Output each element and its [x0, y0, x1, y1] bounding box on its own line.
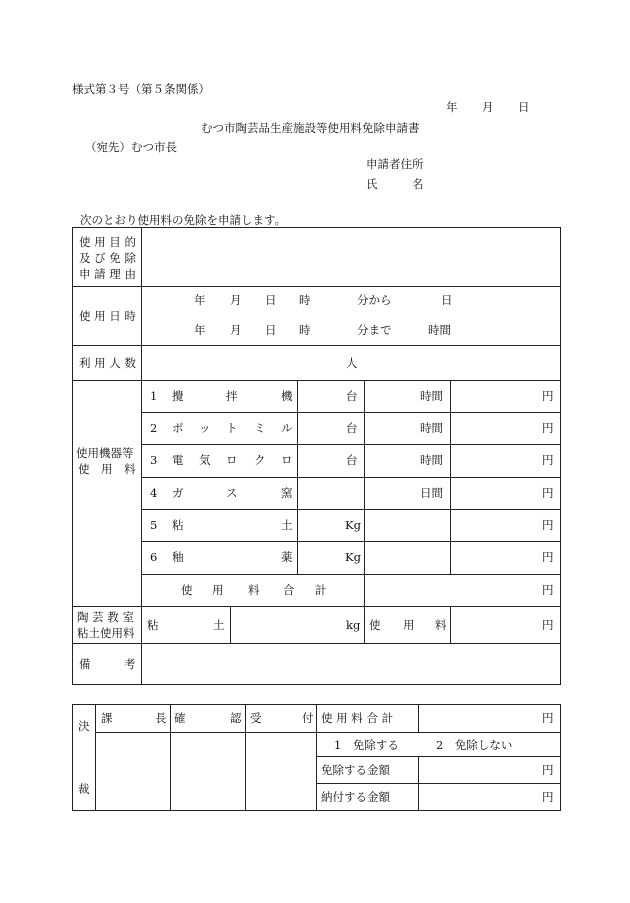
dt-to-day: 日	[265, 323, 277, 337]
equip-3-yen: 円	[542, 453, 554, 467]
dt-to-month: 月	[230, 323, 242, 337]
total-char: 料	[248, 583, 260, 597]
equip-3-char: 気	[199, 453, 211, 467]
dt-from-day: 日	[265, 293, 277, 307]
equip-4-time: 日間	[420, 486, 443, 500]
equip-4-char: 窯	[281, 486, 293, 500]
purpose-label-2: 及 び 免 除	[79, 251, 136, 265]
decision-label-bottom: 裁	[78, 782, 90, 796]
total-yen: 円	[542, 583, 554, 597]
class-label-1: 陶 芸 教 室	[77, 610, 134, 624]
equip-5-char: 粘	[172, 518, 184, 532]
equip-3-char: ク	[254, 453, 266, 467]
applicant-name-label-1: 氏	[366, 177, 378, 191]
clay-unit: kg	[346, 618, 361, 632]
equip-6-char: 釉	[172, 550, 184, 564]
fee-char: 料	[435, 618, 447, 632]
datetime-label: 使 用 日 時	[79, 309, 136, 323]
equip-3-char: ロ	[226, 453, 238, 467]
equip-1-no: 1	[150, 389, 158, 403]
equip-4-no: 4	[150, 486, 158, 500]
equip-4-yen: 円	[542, 486, 554, 500]
exempt-amount-label: 免除する金額	[321, 763, 390, 777]
equip-2-no: 2	[150, 421, 158, 435]
exempt-amount-yen: 円	[542, 763, 554, 777]
equip-2-yen: 円	[542, 421, 554, 435]
equip-3-char: ロ	[281, 453, 293, 467]
date-month-label: 月	[482, 100, 494, 114]
applicant-address-label: 申請者住所	[366, 157, 424, 171]
equip-6-char: 薬	[281, 550, 293, 564]
chief-char: 課	[101, 711, 113, 725]
equip-6-yen: 円	[542, 550, 554, 564]
equip-1-char: 攪	[172, 389, 184, 403]
confirm-char: 認	[230, 711, 242, 725]
equip-4-char: ガ	[172, 486, 184, 500]
equip-5-unit: Kg	[345, 518, 361, 532]
fee-char: 使	[369, 618, 381, 632]
users-label: 利 用 人 数	[79, 356, 136, 370]
exempt-option-1: 1 免除する	[334, 738, 399, 752]
chief-char: 長	[155, 711, 167, 725]
equip-3-char: 電	[172, 453, 184, 467]
dt-from-hour: 時	[299, 293, 311, 307]
equip-2-char: ト	[226, 421, 238, 435]
fee-char: 用	[403, 618, 415, 632]
dt-from-year: 年	[194, 293, 206, 307]
class-yen: 円	[542, 618, 554, 632]
equip-2-char: ミ	[254, 421, 266, 435]
total-char: 合	[283, 583, 295, 597]
equip-4-char: ス	[226, 486, 238, 500]
date-day-label: 日	[518, 100, 530, 114]
dt-from-days: 日	[441, 293, 453, 307]
addressee: （宛先）むつ市長	[85, 140, 177, 154]
equip-1-unit: 台	[346, 389, 358, 403]
equip-6-unit: Kg	[345, 550, 361, 564]
equip-2-time: 時間	[420, 421, 443, 435]
equip-2-char: ッ	[199, 421, 211, 435]
equip-5-char: 土	[281, 518, 293, 532]
total-char: 用	[212, 583, 224, 597]
equip-2-char: ル	[281, 421, 293, 435]
receive-char: 付	[302, 711, 314, 725]
equip-1-char: 拌	[226, 389, 238, 403]
total-char: 計	[315, 583, 327, 597]
receive-char: 受	[250, 711, 262, 725]
confirm-char: 確	[174, 711, 186, 725]
equipment-label-1: 使用機器等	[76, 446, 134, 460]
class-label-2: 粘土使用料	[77, 626, 135, 640]
dt-from-minute: 分から	[357, 293, 392, 307]
clay-char: 土	[213, 618, 225, 632]
exempt-option-2: 2 免除しない	[436, 738, 513, 752]
form-title: むつ市陶芸品生産施設等使用料免除申請書	[201, 121, 420, 135]
dt-to-hour: 時	[299, 323, 311, 337]
remarks-char: 備	[79, 657, 91, 671]
dt-to-hours: 時間	[428, 323, 451, 337]
decision-label-top: 決	[78, 719, 90, 733]
fee-total-yen: 円	[542, 711, 554, 725]
total-char: 使	[181, 583, 193, 597]
purpose-label-1: 使 用 目 的	[79, 235, 136, 249]
clay-char: 粘	[147, 618, 159, 632]
remarks-char: 考	[124, 657, 136, 671]
equip-3-time: 時間	[420, 453, 443, 467]
equip-6-no: 6	[150, 550, 158, 564]
purpose-label-3: 申 請 理 由	[79, 267, 136, 281]
equip-3-no: 3	[150, 453, 158, 467]
equip-5-yen: 円	[542, 518, 554, 532]
form-number: 様式第３号（第５条関係）	[72, 82, 210, 96]
lead-sentence: 次のとおり使用料の免除を申請します。	[80, 213, 287, 227]
equip-1-time: 時間	[420, 389, 443, 403]
equip-2-unit: 台	[346, 421, 358, 435]
equipment-label-2: 使 用 料	[78, 462, 136, 476]
applicant-name-label-2: 名	[412, 177, 424, 191]
fee-total-label: 使 用 料 合 計	[321, 711, 394, 725]
dt-to-year: 年	[194, 323, 206, 337]
dt-from-month: 月	[230, 293, 242, 307]
dt-to-minute: 分まで	[357, 323, 392, 337]
pay-amount-label: 納付する金額	[321, 790, 390, 804]
equip-5-no: 5	[150, 518, 158, 532]
pay-amount-yen: 円	[542, 790, 554, 804]
equip-1-yen: 円	[542, 389, 554, 403]
equip-2-char: ポ	[172, 421, 184, 435]
users-unit: 人	[346, 356, 358, 370]
equip-3-unit: 台	[346, 453, 358, 467]
equip-1-char: 機	[281, 389, 293, 403]
date-year-label: 年	[446, 100, 458, 114]
